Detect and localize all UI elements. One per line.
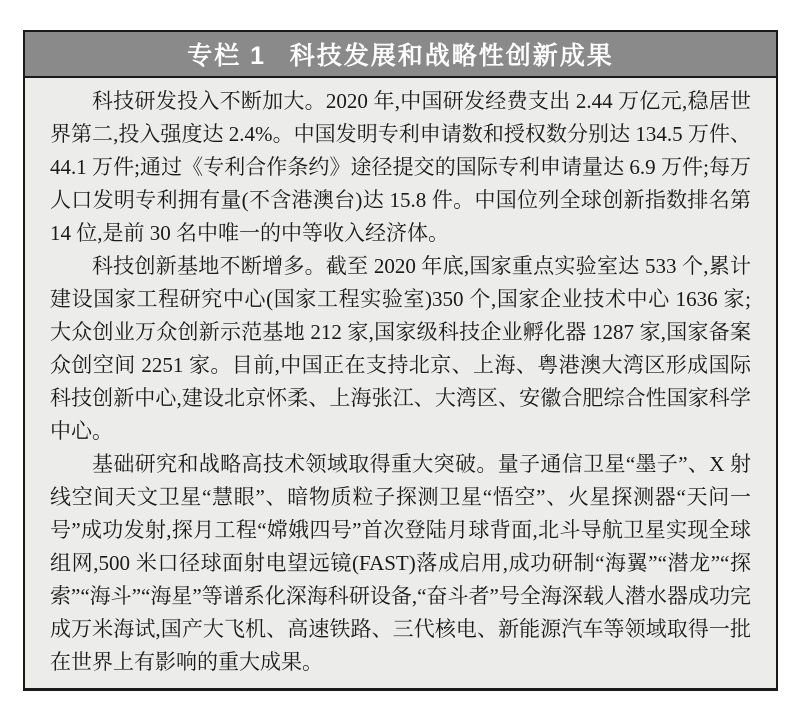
- panel-label: 专栏 1: [187, 42, 267, 70]
- panel-header: [25, 32, 776, 78]
- paragraph-rd-investment: 科技研发投入不断加大。2020 年,中国研发经费支出 2.44 万亿元,稳居世界第二,投入强度达 2.4%。中国发明专利申请数和授权数分别达 134.5 万件、44.1 万件;通过《专利合作条约》途径提交的国际专利申请量达 6.9 万件;每万人口发明专利拥有量(不含港澳台)达 15.8 件。中国位列全球创新指数排名第 14 位,是前 30 名中唯一的中等收入经济体。: [50, 89, 751, 245]
- column-1-box: [23, 30, 778, 691]
- paragraph-innovation-bases: 科技创新基地不断增多。截至 2020 年底,国家重点实验室达 533 个,累计建设国家工程研究中心(国家工程实验室)350 个,国家企业技术中心 1636 家;大众创业万众创新示范基地 212 家,国家级科技企业孵化器 1287 家,国家备案众创空间 2251 家。目前,中国正在支持北京、上海、粤港澳大湾区形成国际科技创新中心,建设北京怀柔、上海张江、大湾区、安徽合肥综合性国家科学中心。: [50, 254, 751, 443]
- panel-title: 科技发展和战略性创新成果: [289, 42, 614, 70]
- panel-body: [25, 78, 776, 688]
- paragraph-major-breakthroughs: 基础研究和战略高技术领域取得重大突破。量子通信卫星“墨子”、X 射线空间天文卫星“慧眼”、暗物质粒子探测卫星“悟空”、火星探测器“天问一号”成功发射,探月工程“嫦娥四号”首次登陆月球背面,北斗导航卫星实现全球组网,500 米口径球面射电望远镜(FAST)落成启用,成功研制“海翼”“潜龙”“探索”“海斗”“海星”等谱系化深海科研设备,“奋斗者”号全海深载人潜水器成功完成万米海试,国产大飞机、高速铁路、三代核电、新能源汽车等领域取得一批在世界上有影响的重大成果。: [50, 452, 751, 674]
